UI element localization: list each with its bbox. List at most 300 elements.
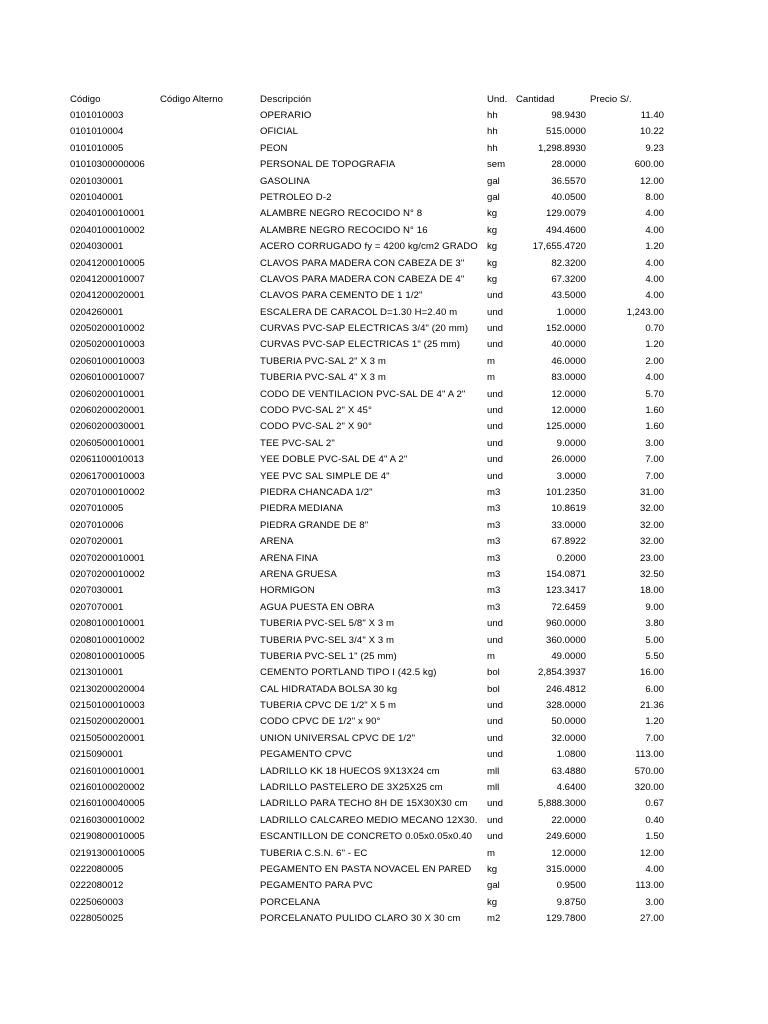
cell-desc: TUBERIA PVC-SEL 1" (25 mm)	[260, 650, 397, 662]
cell-qty: 1.0000	[556, 306, 586, 318]
cell-desc: TEE PVC-SAL 2"	[260, 437, 335, 449]
cell-unit: m	[487, 650, 495, 662]
cell-qty: 2,854.3937	[537, 667, 586, 679]
cell-code: 02080100010001	[70, 618, 145, 630]
cell-price: 7.00	[645, 732, 664, 744]
cell-code: 02050200010002	[70, 323, 145, 335]
cell-qty: 67.8922	[551, 536, 586, 548]
cell-price: 4.00	[645, 208, 664, 220]
cell-unit: kg	[487, 863, 498, 875]
cell-unit: gal	[487, 191, 500, 203]
table-row	[0, 452, 768, 468]
cell-unit: und	[487, 470, 504, 482]
cell-unit: und	[487, 323, 504, 335]
table-row	[0, 633, 768, 649]
cell-qty: 246.4812	[545, 683, 586, 695]
cell-unit: und	[487, 437, 504, 449]
cell-code: 0207010006	[70, 519, 124, 531]
table-header	[0, 92, 768, 108]
cell-price: 320.00	[634, 782, 664, 794]
cell-desc: PIEDRA GRANDE DE 8"	[260, 519, 369, 531]
table-row	[0, 157, 768, 173]
cell-code: 02080100010002	[70, 634, 145, 646]
cell-qty: 83.0000	[551, 372, 586, 384]
cell-qty: 63.4880	[551, 765, 586, 777]
cell-desc: ALAMBRE NEGRO RECOCIDO N° 16	[260, 224, 428, 236]
cell-qty: 32.0000	[551, 732, 586, 744]
cell-code: 0204030001	[70, 241, 124, 253]
cell-qty: 12.0000	[551, 405, 586, 417]
cell-desc: TUBERIA PVC-SAL 2" X 3 m	[260, 355, 386, 367]
cell-price: 1.20	[645, 339, 664, 351]
cell-qty: 49.0000	[551, 650, 586, 662]
cell-qty: 0.9500	[556, 880, 586, 892]
cell-code: 02050200010003	[70, 339, 145, 351]
cell-price: 113.00	[635, 880, 664, 892]
cell-price: 27.00	[639, 913, 664, 925]
cell-unit: kg	[487, 224, 498, 236]
cell-price: 16.00	[639, 667, 664, 679]
table-row	[0, 551, 768, 567]
cell-price: 2.00	[645, 355, 664, 367]
cell-unit: kg	[487, 273, 498, 285]
table-row	[0, 485, 768, 501]
cell-qty: 67.3200	[551, 273, 586, 285]
table-row	[0, 305, 768, 321]
cell-code: 02130200020004	[70, 683, 145, 695]
cell-qty: 129.7800	[545, 913, 586, 925]
cell-price: 3.00	[645, 437, 664, 449]
cell-unit: kg	[487, 896, 498, 908]
cell-qty: 40.0000	[551, 339, 586, 351]
cell-qty: 46.0000	[551, 355, 586, 367]
cell-code: 01010300000006	[70, 159, 145, 171]
cell-desc: TUBERIA CPVC DE 1/2" X 5 m	[260, 700, 397, 712]
table-row	[0, 698, 768, 714]
cell-unit: und	[487, 831, 504, 843]
cell-code: 02160100040005	[70, 798, 145, 810]
cell-desc: TUBERIA PVC-SAL 4" X 3 m	[260, 372, 386, 384]
cell-unit: mll	[487, 765, 500, 777]
cell-desc: CODO CPVC DE 1/2" x 90°	[260, 716, 381, 728]
cell-code: 0101010005	[70, 142, 124, 154]
table-row	[0, 108, 768, 124]
cell-code: 02041200020001	[70, 290, 145, 302]
cell-price: 4.00	[645, 290, 664, 302]
table-row	[0, 583, 768, 599]
cell-desc: HORMIGON	[260, 585, 315, 597]
cell-price: 4.00	[645, 372, 664, 384]
table-row	[0, 878, 768, 894]
cell-code: 0207010005	[70, 503, 124, 515]
cell-qty: 26.0000	[551, 454, 586, 466]
cell-desc: ESCANTILLON DE CONCRETO 0.05x0.05x0.40	[260, 831, 473, 843]
cell-qty: 154.0871	[545, 568, 586, 580]
cell-qty: 10.8619	[551, 503, 586, 515]
cell-price: 32.00	[639, 536, 664, 548]
cell-unit: kg	[487, 257, 498, 269]
cell-price: 1.20	[645, 716, 664, 728]
cell-qty: 3.0000	[556, 470, 586, 482]
cell-code: 02060500010001	[70, 437, 145, 449]
header-quantity: Cantidad	[516, 94, 555, 105]
cell-price: 11.40	[640, 110, 664, 121]
cell-code: 0101010004	[70, 126, 124, 138]
cell-desc: PIEDRA CHANCADA 1/2"	[260, 486, 373, 498]
cell-qty: 22.0000	[551, 814, 586, 826]
cell-qty: 36.5570	[551, 175, 586, 187]
cell-unit: und	[487, 798, 504, 810]
cell-qty: 494.4600	[545, 224, 586, 236]
cell-qty: 5,888.3000	[537, 798, 586, 810]
table-row	[0, 813, 768, 829]
cell-price: 32.00	[639, 503, 664, 515]
cell-desc: PEGAMENTO EN PASTA NOVACEL EN PARED	[260, 863, 472, 875]
cell-code: 0207070001	[70, 601, 124, 613]
cell-desc: TUBERIA PVC-SEL 5/8" X 3 m	[260, 618, 395, 630]
cell-price: 4.00	[645, 257, 664, 269]
cell-price: 570.00	[634, 765, 664, 777]
cell-desc: LADRILLO PASTELERO DE 3X25X25 cm	[260, 782, 443, 794]
cell-desc: UNION UNIVERSAL CPVC DE 1/2"	[260, 732, 416, 744]
cell-price: 9.00	[645, 601, 664, 613]
header-price: Precio S/.	[590, 94, 632, 105]
cell-code: 02060200020001	[70, 405, 145, 417]
cell-unit: bol	[487, 667, 500, 679]
cell-unit: und	[487, 290, 504, 302]
cell-qty: 960.0000	[545, 618, 586, 630]
cell-code: 02060200030001	[70, 421, 145, 433]
cell-price: 21.36	[639, 700, 664, 712]
cell-code: 0101010003	[70, 110, 124, 121]
cell-price: 5.70	[645, 388, 664, 400]
cell-code: 0215090001	[70, 749, 124, 761]
cell-unit: kg	[487, 208, 498, 220]
cell-code: 0222080005	[70, 863, 124, 875]
cell-qty: 315.0000	[545, 863, 586, 875]
cell-desc: YEE DOBLE PVC-SAL DE 4" A 2"	[260, 454, 408, 466]
table-row	[0, 174, 768, 190]
cell-price: 3.80	[645, 618, 664, 630]
cell-code: 02040100010002	[70, 224, 145, 236]
cell-unit: und	[487, 388, 504, 400]
cell-qty: 125.0000	[545, 421, 586, 433]
cell-code: 02061700010003	[70, 470, 145, 482]
cell-unit: und	[487, 634, 504, 646]
table-row	[0, 764, 768, 780]
cell-price: 0.40	[645, 814, 664, 826]
cell-qty: 9.0000	[556, 437, 586, 449]
cell-qty: 101.2350	[545, 486, 586, 498]
table-row	[0, 682, 768, 698]
table-row	[0, 239, 768, 255]
cell-desc: CURVAS PVC-SAP ELECTRICAS 3/4" (20 mm)	[260, 323, 469, 335]
header-description: Descripción	[260, 94, 312, 105]
cell-code: 0201030001	[70, 175, 124, 187]
table-row	[0, 256, 768, 272]
table-body	[0, 108, 768, 928]
cell-qty: 328.0000	[545, 700, 586, 712]
table-row	[0, 370, 768, 386]
cell-desc: CODO PVC-SAL 2" X 45°	[260, 405, 372, 417]
table-row	[0, 321, 768, 337]
table-row	[0, 829, 768, 845]
cell-unit: und	[487, 405, 504, 417]
cell-desc: AGUA PUESTA EN OBRA	[260, 601, 375, 613]
cell-qty: 12.0000	[551, 388, 586, 400]
table-row	[0, 731, 768, 747]
cell-unit: m3	[487, 536, 501, 548]
cell-qty: 43.5000	[551, 290, 586, 302]
cell-desc: ALAMBRE NEGRO RECOCIDO N° 8	[260, 208, 423, 220]
header-alt-code: Código Alterno	[160, 94, 223, 105]
table-row	[0, 780, 768, 796]
cell-unit: und	[487, 421, 504, 433]
cell-desc: LADRILLO CALCAREO MEDIO MECANO 12X30.	[260, 814, 478, 826]
cell-unit: hh	[487, 110, 498, 121]
cell-desc: OFICIAL	[260, 126, 299, 138]
cell-desc: ACERO CORRUGADO fy = 4200 kg/cm2 GRADO	[260, 241, 478, 253]
cell-code: 02070200010001	[70, 552, 145, 564]
table-row	[0, 403, 768, 419]
table-row	[0, 862, 768, 878]
cell-price: 7.00	[645, 470, 664, 482]
cell-code: 0204260001	[70, 306, 124, 318]
cell-unit: bol	[487, 683, 500, 695]
cell-code: 02150500020001	[70, 732, 145, 744]
cell-unit: und	[487, 306, 504, 318]
cell-price: 5.50	[645, 650, 664, 662]
materials-table	[0, 92, 768, 928]
cell-desc: PERSONAL DE TOPOGRAFIA	[260, 159, 396, 171]
cell-price: 600.00	[634, 159, 664, 171]
cell-unit: gal	[487, 175, 500, 187]
cell-price: 31.00	[639, 486, 664, 498]
table-row	[0, 272, 768, 288]
cell-price: 6.00	[645, 683, 664, 695]
cell-price: 23.00	[639, 552, 664, 564]
cell-desc: PORCELANA	[260, 896, 321, 908]
table-row	[0, 337, 768, 353]
cell-unit: und	[487, 732, 504, 744]
cell-code: 02190800010005	[70, 831, 145, 843]
cell-desc: PEGAMENTO PARA PVC	[260, 880, 373, 892]
table-row	[0, 354, 768, 370]
cell-unit: sem	[487, 159, 506, 171]
cell-qty: 12.0000	[551, 847, 586, 859]
table-row	[0, 796, 768, 812]
cell-code: 0207030001	[70, 585, 124, 597]
cell-price: 4.00	[645, 273, 664, 285]
cell-unit: m3	[487, 503, 501, 515]
cell-qty: 249.6000	[545, 831, 586, 843]
table-row	[0, 714, 768, 730]
cell-price: 18.00	[639, 585, 664, 597]
cell-qty: 33.0000	[551, 519, 586, 531]
table-row	[0, 534, 768, 550]
cell-desc: TUBERIA PVC-SEL 3/4" X 3 m	[260, 634, 395, 646]
table-row	[0, 190, 768, 206]
cell-desc: CODO PVC-SAL 2" X 90°	[260, 421, 372, 433]
cell-desc: PETROLEO D-2	[260, 191, 332, 203]
table-row	[0, 141, 768, 157]
cell-qty: 123.3417	[545, 585, 586, 597]
cell-code: 0213010001	[70, 667, 124, 679]
cell-qty: 50.0000	[551, 716, 586, 728]
cell-qty: 152.0000	[545, 323, 586, 335]
cell-unit: m3	[487, 601, 501, 613]
cell-desc: CAL HIDRATADA BOLSA 30 kg	[260, 683, 398, 695]
table-row	[0, 288, 768, 304]
table-row	[0, 649, 768, 665]
table-row	[0, 501, 768, 517]
cell-unit: und	[487, 454, 504, 466]
cell-desc: ARENA GRUESA	[260, 568, 337, 580]
cell-unit: kg	[487, 241, 498, 253]
cell-code: 02070200010002	[70, 568, 145, 580]
cell-price: 1.60	[645, 421, 664, 433]
cell-price: 4.00	[645, 224, 664, 236]
table-row	[0, 600, 768, 616]
table-row	[0, 419, 768, 435]
cell-qty: 28.0000	[551, 159, 586, 171]
table-row	[0, 665, 768, 681]
cell-price: 7.00	[645, 454, 664, 466]
cell-price: 12.00	[639, 175, 664, 187]
cell-desc: CURVAS PVC-SAP ELECTRICAS 1" (25 mm)	[260, 339, 460, 351]
cell-price: 1.60	[645, 405, 664, 417]
cell-desc: PEGAMENTO CPVC	[260, 749, 352, 761]
cell-unit: m3	[487, 519, 501, 531]
cell-desc: OPERARIO	[260, 110, 312, 121]
cell-code: 02150100010003	[70, 700, 145, 712]
table-row	[0, 387, 768, 403]
table-row	[0, 518, 768, 534]
cell-unit: m3	[487, 568, 501, 580]
cell-desc: ARENA	[260, 536, 294, 548]
cell-desc: ARENA FINA	[260, 552, 319, 564]
table-row	[0, 206, 768, 222]
table-row	[0, 469, 768, 485]
cell-price: 12.00	[639, 847, 664, 859]
cell-unit: und	[487, 700, 504, 712]
cell-desc: CLAVOS PARA MADERA CON CABEZA DE 3"	[260, 257, 465, 269]
cell-code: 02150200020001	[70, 716, 145, 728]
cell-code: 02041200010007	[70, 273, 145, 285]
cell-code: 02160300010002	[70, 814, 145, 826]
cell-unit: m	[487, 847, 495, 859]
cell-code: 0225060003	[70, 896, 124, 908]
cell-desc: PEON	[260, 142, 288, 154]
cell-code: 02060100010003	[70, 355, 145, 367]
table-row	[0, 895, 768, 911]
cell-unit: hh	[487, 126, 498, 138]
cell-price: 3.00	[645, 896, 664, 908]
cell-desc: CLAVOS PARA MADERA CON CABEZA DE 4"	[260, 273, 465, 285]
cell-unit: mll	[487, 782, 500, 794]
cell-code: 02040100010001	[70, 208, 145, 220]
cell-qty: 72.6459	[551, 601, 586, 613]
cell-qty: 129.0079	[545, 208, 586, 220]
cell-price: 32.00	[639, 519, 664, 531]
cell-desc: TUBERIA C.S.N. 6" - EC	[260, 847, 368, 859]
cell-price: 8.00	[645, 191, 664, 203]
table-row	[0, 436, 768, 452]
cell-desc: PORCELANATO PULIDO CLARO 30 X 30 cm	[260, 913, 461, 925]
cell-desc: ESCALERA DE CARACOL D=1.30 H=2.40 m	[260, 306, 458, 318]
cell-code: 02060100010007	[70, 372, 145, 384]
cell-unit: und	[487, 618, 504, 630]
cell-unit: und	[487, 716, 504, 728]
header-code: Código	[70, 94, 101, 105]
cell-code: 02080100010005	[70, 650, 145, 662]
cell-desc: LADRILLO PARA TECHO 8H DE 15X30X30 cm	[260, 798, 468, 810]
cell-qty: 1,298.8930	[537, 142, 586, 154]
cell-desc: YEE PVC SAL SIMPLE DE 4"	[260, 470, 390, 482]
cell-unit: hh	[487, 142, 498, 154]
cell-qty: 360.0000	[545, 634, 586, 646]
cell-unit: und	[487, 749, 504, 761]
table-row	[0, 567, 768, 583]
cell-unit: und	[487, 339, 504, 351]
cell-qty: 0.2000	[556, 552, 586, 564]
cell-qty: 4.6400	[556, 782, 586, 794]
cell-qty: 40.0500	[551, 191, 586, 203]
cell-unit: m3	[487, 486, 501, 498]
cell-desc: CLAVOS PARA CEMENTO DE 1 1/2"	[260, 290, 423, 302]
cell-desc: CEMENTO PORTLAND TIPO I (42.5 kg)	[260, 667, 437, 679]
cell-code: 0201040001	[70, 191, 124, 203]
cell-unit: m2	[487, 913, 501, 925]
cell-code: 02061100010013	[70, 454, 144, 466]
cell-qty: 1.0800	[556, 749, 586, 761]
cell-desc: PIEDRA MEDIANA	[260, 503, 343, 515]
table-row	[0, 223, 768, 239]
header-unit: Und.	[487, 94, 508, 105]
cell-unit: und	[487, 814, 504, 826]
cell-price: 9.23	[645, 142, 664, 154]
cell-code: 02060200010001	[70, 388, 145, 400]
cell-unit: gal	[487, 880, 500, 892]
cell-price: 5.00	[645, 634, 664, 646]
cell-desc: LADRILLO KK 18 HUECOS 9X13X24 cm	[260, 765, 440, 777]
cell-qty: 82.3200	[551, 257, 586, 269]
cell-code: 02160100010001	[70, 765, 145, 777]
cell-code: 02160100020002	[70, 782, 145, 794]
table-row	[0, 747, 768, 763]
cell-code: 02191300010005	[70, 847, 145, 859]
cell-price: 1.20	[645, 241, 664, 253]
table-row	[0, 846, 768, 862]
cell-qty: 98.9430	[551, 110, 586, 121]
cell-code: 0222080012	[70, 880, 124, 892]
cell-price: 113.00	[635, 749, 664, 761]
cell-price: 1.50	[645, 831, 664, 843]
cell-price: 10.22	[639, 126, 664, 138]
cell-price: 32.50	[639, 568, 664, 580]
cell-unit: m3	[487, 552, 501, 564]
cell-qty: 17,655.4720	[532, 241, 586, 253]
cell-unit: m	[487, 355, 495, 367]
cell-unit: m	[487, 372, 495, 384]
cell-price: 0.67	[645, 798, 664, 810]
cell-price: 4.00	[645, 863, 664, 875]
cell-price: 1,243.00	[626, 306, 664, 318]
cell-qty: 9.8750	[556, 896, 586, 908]
cell-desc: CODO DE VENTILACION PVC-SAL DE 4" A 2"	[260, 388, 466, 400]
cell-price: 0.70	[645, 323, 664, 335]
table-row	[0, 911, 768, 927]
